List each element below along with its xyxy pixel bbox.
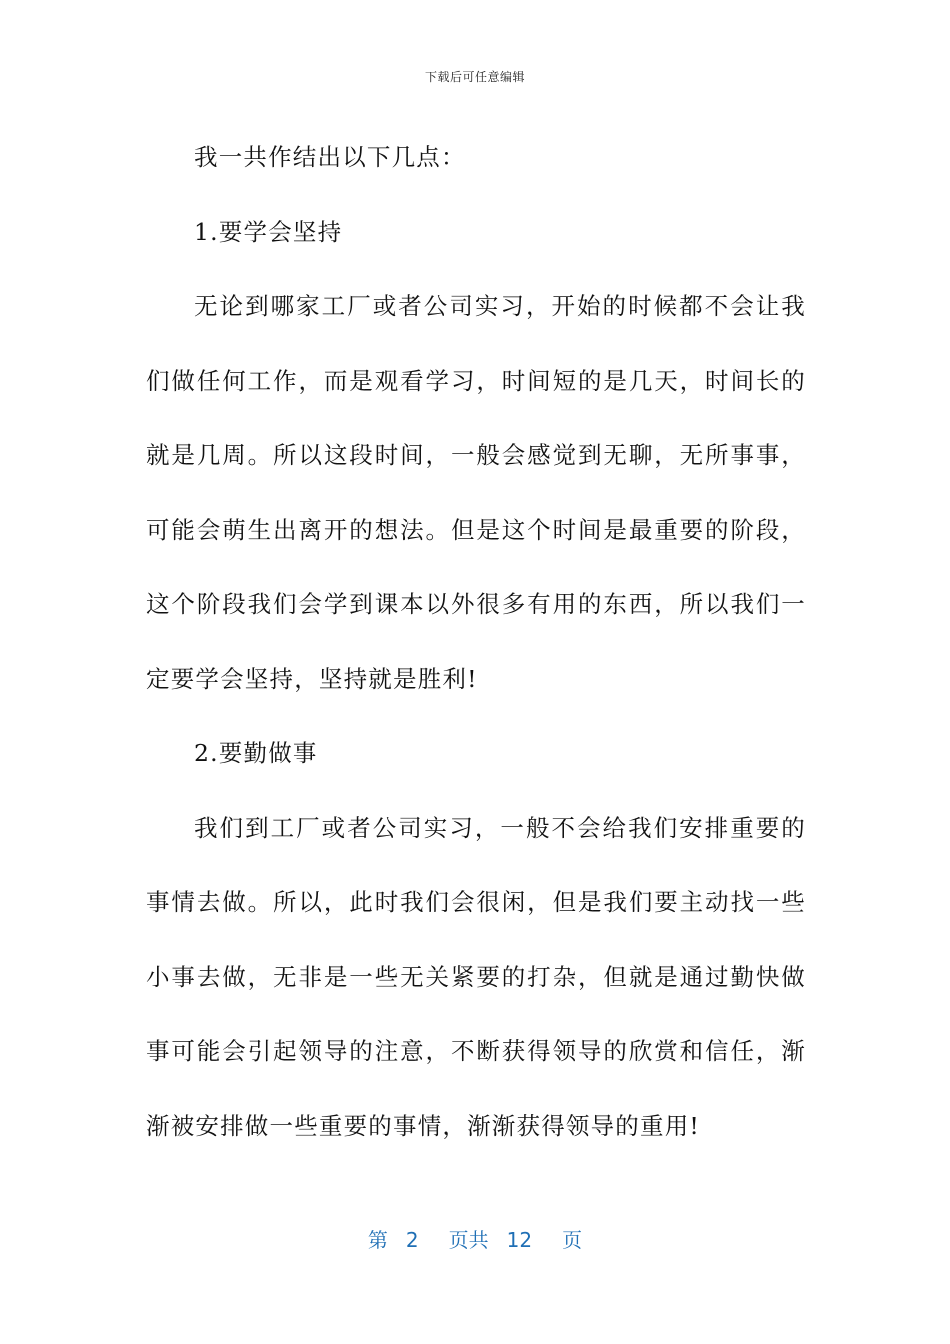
page-footer bbox=[0, 1224, 950, 1253]
section-heading-2: 2.要勤做事 bbox=[194, 739, 318, 767]
intro-paragraph: 我一共作结出以下几点： bbox=[194, 143, 466, 171]
section-paragraph-1: 无论到哪家工厂或者公司实习，开始的时候都不会让我们做任何工作，而是观看学习，时间短的是几天，时间长的就是几周。所以这段时间，一般会感觉到无聊，无所事事，可能会萌生出离开的想法。但是这个时间是最重要的阶段，这个阶段我们会学到课本以外很多有用的东西，所以我们一定要学会坚持，坚持就是胜利! bbox=[146, 292, 806, 693]
footer-suffix: 页 bbox=[562, 1228, 583, 1252]
document-body bbox=[146, 120, 806, 1163]
footer-prefix: 第 bbox=[367, 1228, 388, 1252]
footer-total-pages: 12 bbox=[506, 1228, 533, 1252]
section-heading-1: 1.要学会坚持 bbox=[194, 217, 343, 246]
footer-middle: 页共 bbox=[448, 1228, 489, 1252]
section-paragraph-2: 我们到工厂或者公司实习，一般不会给我们安排重要的事情去做。所以，此时我们会很闲，但是我们要主动找一些小事去做，无非是一些无关紧要的打杂，但就是通过勤快做事可能会引起领导的注意，不断获得领导的欣赏和信任，渐渐被安排做一些重要的事情，渐渐获得领导的重用! bbox=[146, 813, 806, 1140]
page-header: 下载后可任意编辑 bbox=[424, 70, 525, 84]
footer-current-page: 2 bbox=[405, 1228, 419, 1252]
